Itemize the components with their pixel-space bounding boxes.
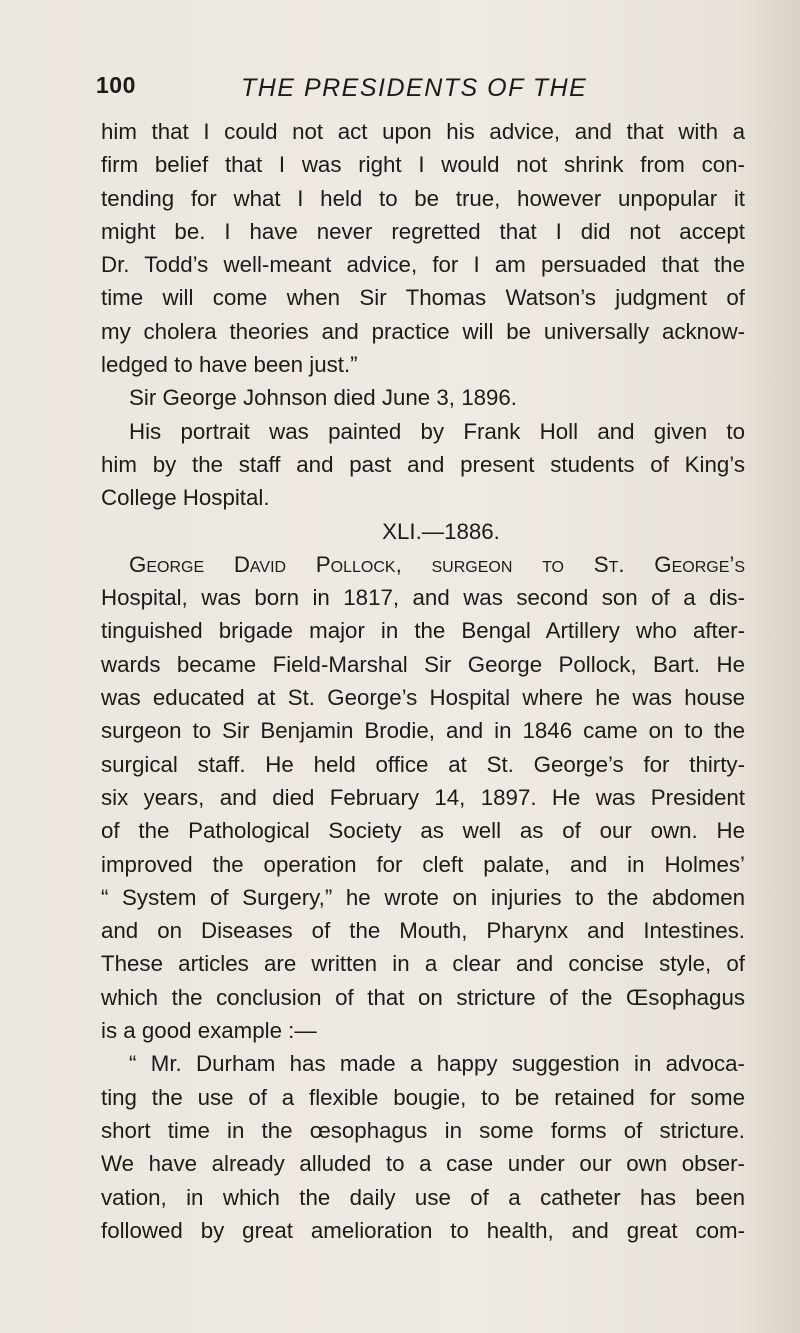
text-line: Sir George Johnson died June 3, 1896. — [129, 385, 517, 411]
text-line: tending for what I held to be true, however unpopular it — [101, 185, 745, 211]
text-line: College Hospital. — [101, 485, 270, 511]
text-line: surgical staff. He held office at St. George’s for thirty- — [101, 751, 745, 777]
text-line: We have already alluded to a case under our own obser- — [101, 1151, 745, 1177]
text-line: my cholera theories and practice will be universally acknow- — [101, 318, 745, 344]
text-line: followed by great amelioration to health, and great com- — [101, 1217, 745, 1243]
body-text — [101, 115, 745, 1247]
text-line: is a good example :— — [101, 1018, 317, 1044]
section-heading: XLI.—1886. — [382, 518, 500, 544]
text-line: ting the use of a flexible bougie, to be retained for some — [101, 1084, 745, 1110]
text-line: of the Pathological Society as well as of our own. He — [101, 818, 745, 844]
text-line: wards became Field-Marshal Sir George Pollock, Bart. He — [101, 651, 745, 677]
text-line: “ System of Surgery,” he wrote on injuries to the abdomen — [101, 884, 745, 910]
text-line: six years, and died February 14, 1897. He was President — [101, 784, 745, 810]
text-line: which the conclusion of that on stricture of the Œsophagus — [101, 984, 745, 1010]
text-line: “ Mr. Durham has made a happy suggestion in advoca- — [129, 1051, 745, 1077]
text-line: time will come when Sir Thomas Watson’s judgment of — [101, 285, 745, 311]
text-line: His portrait was painted by Frank Holl and given to — [129, 418, 745, 444]
page-header — [96, 72, 736, 106]
text-line: might be. I have never regretted that I did not accept — [101, 218, 745, 244]
text-line: improved the operation for cleft palate, and in Holmes’ — [101, 851, 745, 877]
text-line: him by the staff and past and present students of King’s — [101, 451, 745, 477]
text-line: short time in the œsophagus in some forms of stricture. — [101, 1117, 745, 1143]
running-head: THE PRESIDENTS OF THE — [241, 74, 588, 102]
text-line: surgeon to Sir Benjamin Brodie, and in 1846 came on to the — [101, 718, 745, 744]
text-line: Dr. Todd’s well-meant advice, for I am persuaded that the — [101, 252, 745, 278]
text-line: firm belief that I was right I would not shrink from con- — [101, 152, 745, 178]
text-line: vation, in which the daily use of a catheter has been — [101, 1184, 745, 1210]
text-line: and on Diseases of the Mouth, Pharynx and Intestines. — [101, 918, 745, 944]
text-line: Hospital, was born in 1817, and was second son of a dis- — [101, 585, 745, 611]
text-line: him that I could not act upon his advice, and that with a — [101, 119, 745, 144]
text-line: was educated at St. George’s Hospital where he was house — [101, 685, 745, 711]
text-line: These articles are written in a clear and concise style, of — [101, 951, 745, 977]
text-line: tinguished brigade major in the Bengal Artillery who after- — [101, 618, 745, 644]
text-line: George David Pollock, surgeon to St. George’s — [129, 551, 745, 577]
page-number: 100 — [96, 72, 136, 98]
text-line: ledged to have been just.” — [101, 352, 358, 378]
